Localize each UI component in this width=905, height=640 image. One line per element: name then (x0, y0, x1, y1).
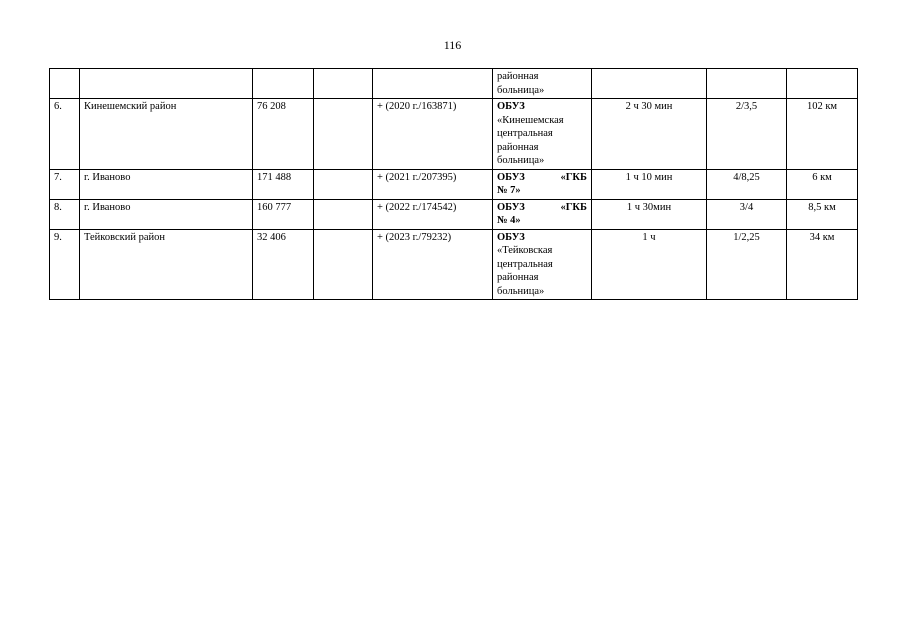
planned-cell (373, 69, 493, 99)
org-line: больница» (497, 155, 545, 166)
page-number: 116 (443, 38, 462, 52)
extra-cell (314, 99, 373, 170)
population-cell (253, 69, 314, 99)
row-number: 8. (50, 199, 80, 229)
distance-cell: 34 км (787, 229, 858, 300)
planned-cell: + (2020 г./163871) (373, 99, 493, 170)
time-cell: 1 ч (592, 229, 707, 300)
time-cell: 1 ч 30мин (592, 199, 707, 229)
planned-cell: + (2022 г./174542) (373, 199, 493, 229)
org-line: «Кинешемская (497, 114, 564, 126)
org-line: центральная (497, 128, 553, 139)
org-line: центральная (497, 258, 553, 270)
table-row (50, 199, 858, 229)
org-line: № 7» (497, 185, 521, 196)
ratio-cell: 3/4 (707, 199, 787, 229)
ratio-cell: 4/8,25 (707, 169, 787, 199)
table-row (50, 169, 858, 199)
row-number: 9. (50, 229, 80, 300)
district-cell: Кинешемский район (80, 99, 253, 170)
org-head (497, 171, 587, 185)
distance-cell: 6 км (787, 169, 858, 199)
org-line: районная (497, 272, 539, 283)
org-head (497, 201, 587, 215)
organization-cell (493, 99, 592, 170)
org-type: ОБУЗ (497, 171, 525, 183)
extra-cell (314, 69, 373, 99)
district-cell: г. Иваново (80, 169, 253, 199)
distance-cell (787, 69, 858, 99)
distance-cell: 8,5 км (787, 199, 858, 229)
organization-cell (493, 69, 592, 99)
planned-cell: + (2023 г./79232) (373, 229, 493, 300)
row-number (50, 69, 80, 99)
ratio-cell: 1/2,25 (707, 229, 787, 300)
time-cell (592, 69, 707, 99)
org-line: «Тейковская (497, 245, 553, 256)
org-type: ОБУЗ (497, 201, 525, 213)
org-line: районная (497, 141, 539, 153)
org-line: больница» (497, 285, 545, 297)
time-cell: 2 ч 30 мин (592, 99, 707, 170)
population-cell: 171 488 (253, 169, 314, 199)
organization-cell (493, 229, 592, 300)
district-cell: г. Иваново (80, 199, 253, 229)
org-line: больница» (497, 84, 545, 96)
ratio-cell (707, 69, 787, 99)
org-name-start: «ГКБ (560, 201, 587, 213)
org-line: районная (497, 71, 539, 82)
org-type: ОБУЗ (497, 231, 525, 243)
org-line: № 4» (497, 215, 521, 226)
organization-cell (493, 169, 592, 199)
time-cell: 1 ч 10 мин (592, 169, 707, 199)
extra-cell (314, 229, 373, 300)
row-number: 6. (50, 99, 80, 170)
org-type: ОБУЗ (497, 101, 525, 112)
distance-cell: 102 км (787, 99, 858, 170)
hospital-table (49, 68, 858, 300)
table-row (50, 229, 858, 300)
population-cell: 76 208 (253, 99, 314, 170)
district-cell (80, 69, 253, 99)
population-cell: 32 406 (253, 229, 314, 300)
extra-cell (314, 169, 373, 199)
population-cell: 160 777 (253, 199, 314, 229)
row-number: 7. (50, 169, 80, 199)
district-cell: Тейковский район (80, 229, 253, 300)
ratio-cell: 2/3,5 (707, 99, 787, 170)
table-row (50, 99, 858, 170)
planned-cell: + (2021 г./207395) (373, 169, 493, 199)
table-row (50, 69, 858, 99)
extra-cell (314, 199, 373, 229)
org-name-start: «ГКБ (560, 171, 587, 183)
organization-cell (493, 199, 592, 229)
